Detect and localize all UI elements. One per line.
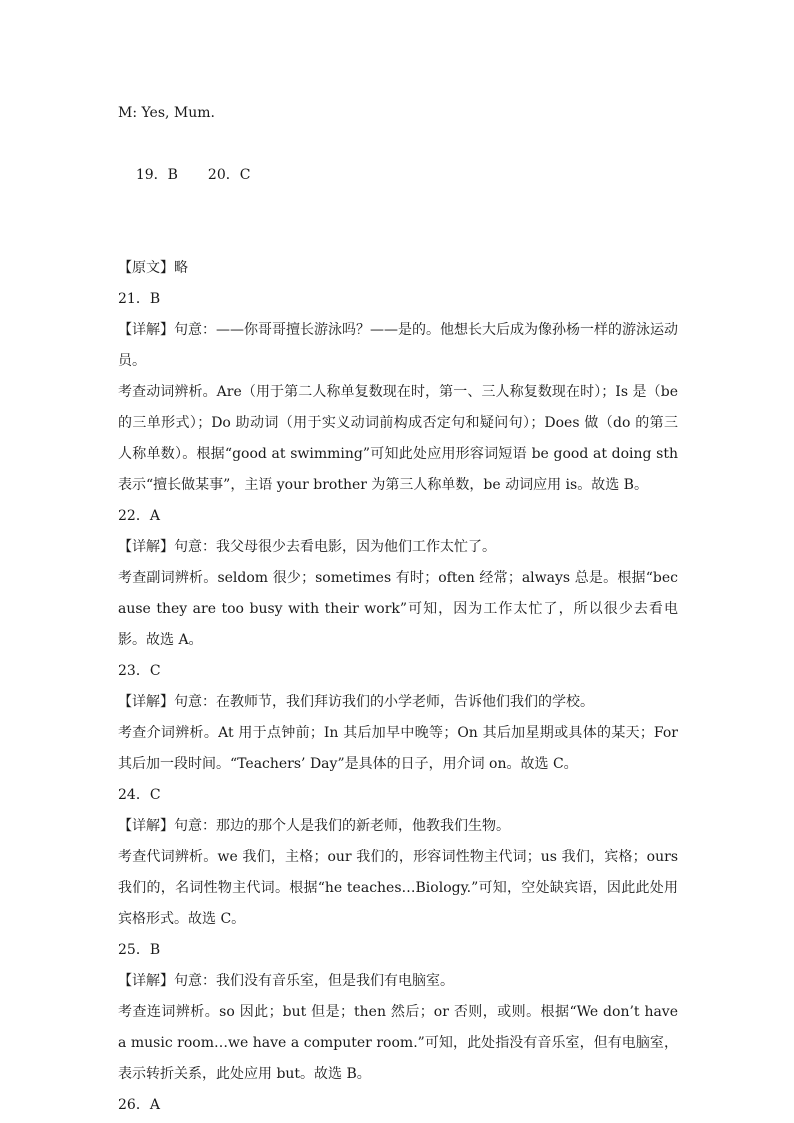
question-number: 23．C [118,663,161,679]
question-analysis: 考查代词辨析。we 我们，主格；our 我们的，形容词性物主代词；us 我们，宾格；ours 我们的，名词性物主代词。根据“he teaches…Biology.”可知，空处缺宾语，因此此处用宾格形式。故选 C。 [118,849,683,927]
question-detail: 【详解】句意：我们没有音乐室，但是我们有电脑室。 [118,973,454,989]
question-number: 24．C [118,787,161,803]
answer-19: 19．B [135,167,178,183]
question-detail: 【详解】句意：那边的那个人是我们的新老师，他教我们生物。 [118,818,510,834]
answer-row [118,129,678,222]
question-analysis: 考查副词辨析。seldom 很少；sometimes 有时；often 经常；always 总是。根据“because they are too busy with their work”可知，因为工作太忙了，所以很少去看电影。故选 A。 [118,570,678,648]
question-analysis: 考查介词辨析。At 用于点钟前；In 其后加早中晚等；On 其后加星期或具体的某天；For 其后加一段时间。“Teachers’ Day”是具体的日子，用介词 on。故选 C。 [118,725,683,772]
question-detail: 【详解】句意：——你哥哥擅长游泳吗？——是的。他想长大后成为像孙杨一样的游泳运动员。 [118,322,678,369]
answer-20: 20．C [207,167,251,183]
document-page [118,98,683,1121]
transcript-note: 【原文】略 [118,260,188,276]
question-detail: 【详解】句意：在教师节，我们拜访我们的小学老师，告诉他们我们的学校。 [118,694,594,710]
dialogue-line: M: Yes, Mum. [118,105,215,121]
question-number: 22．A [118,508,160,524]
question-number: 26．A [118,1097,160,1113]
question-analysis: 考查动词辨析。Are（用于第二人称单复数现在时，第一、三人称复数现在时）；Is 是（be 的三单形式）；Do 助动词（用于实义动词前构成否定句和疑问句）；Does 做（do 的第三人称单数）。根据“good at swimming”可知此处应用形容词短语 be good at doing sth 表示“擅长做某事”，主语 your brother 为第三人称单数，be 动词应用 is。故选 B。 [118,384,683,493]
question-analysis: 考查连词辨析。so 因此；but 但是；then 然后；or 否则，或则。根据“We don’t have a music room…we have a computer room.”可知，此处指没有音乐室，但有电脑室，表示转折关系，此处应用 but。故选 B。 [118,1004,683,1082]
question-number: 25．B [118,942,161,958]
spacer [118,222,678,253]
question-detail: 【详解】句意：我父母很少去看电影，因为他们工作太忙了。 [118,539,496,555]
question-number: 21．B [118,291,161,307]
